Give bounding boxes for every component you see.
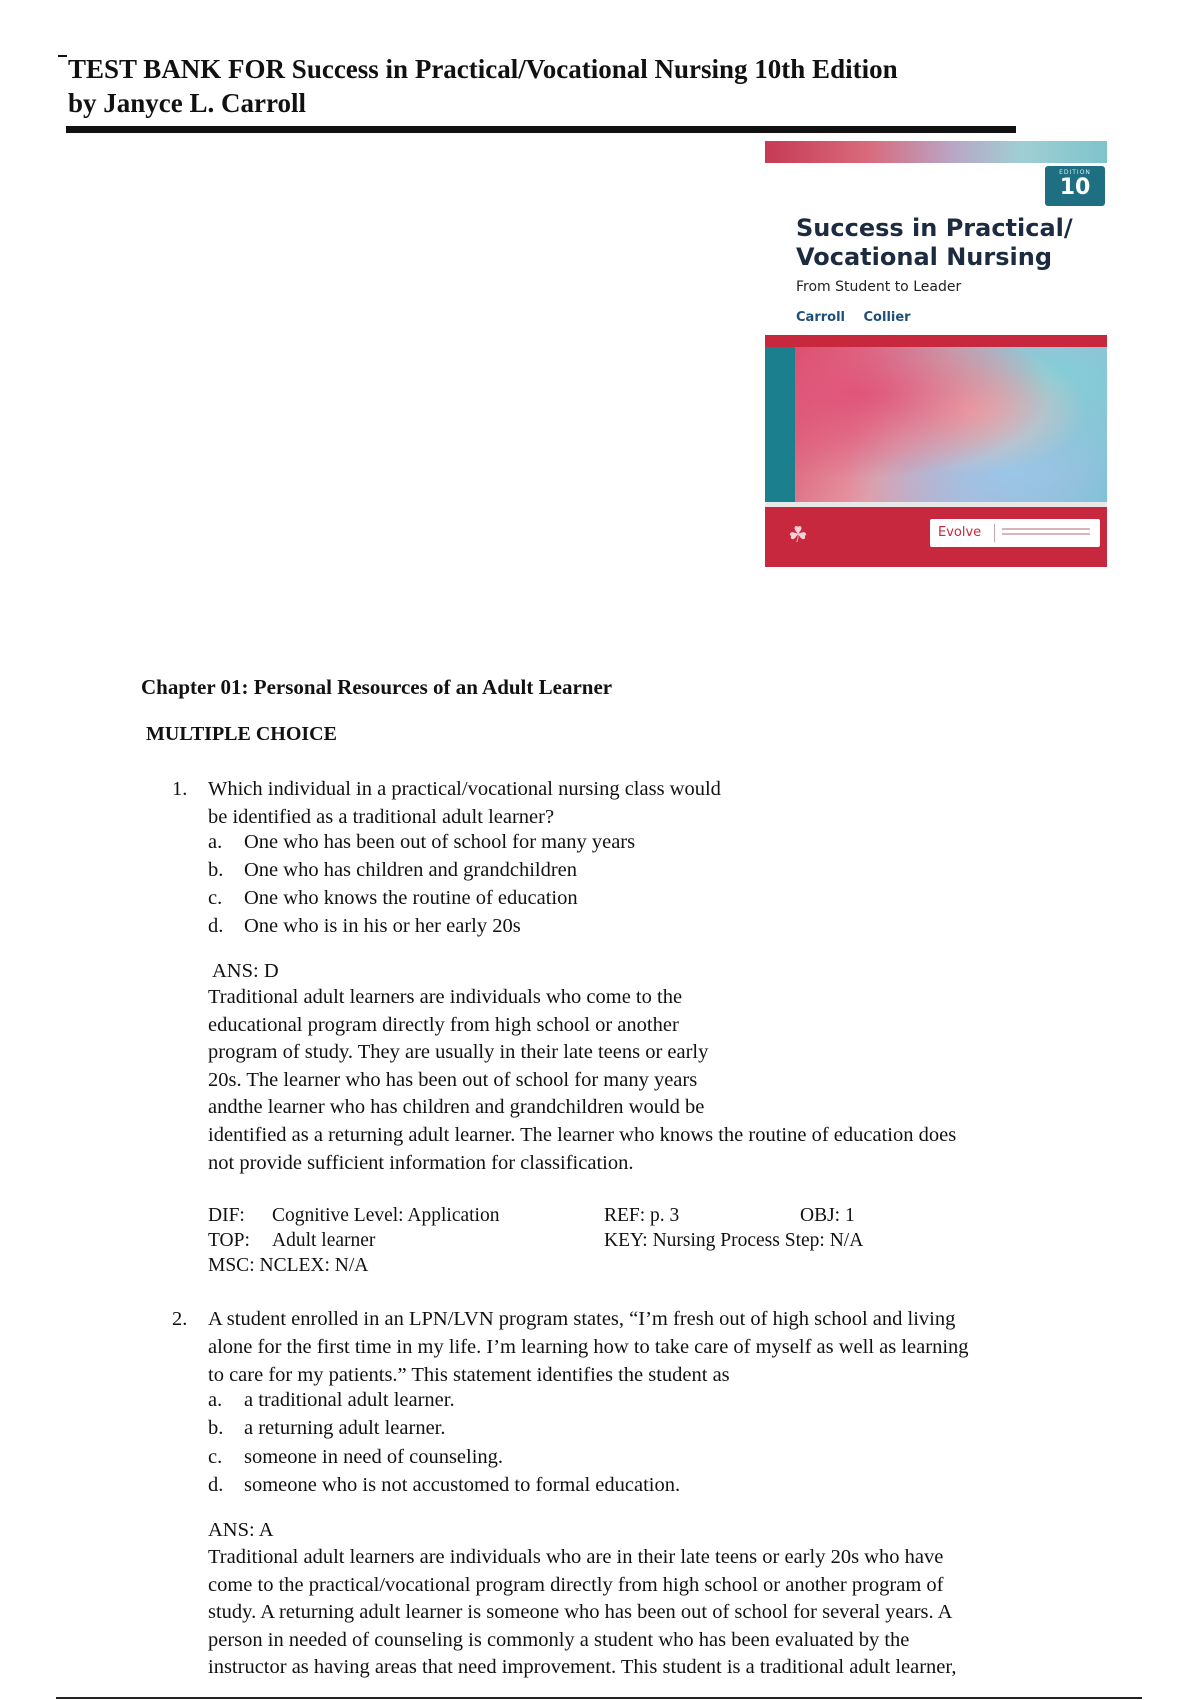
meta-msc: MSC: NCLEX: N/A (208, 1255, 369, 1276)
question-stem-line: be identified as a traditional adult learner? (208, 806, 555, 828)
rationale-line: educational program directly from high school or another (208, 1013, 679, 1036)
cover-subtitle: From Student to Leader (796, 279, 962, 295)
edition-label: EDITION (1059, 169, 1091, 176)
rationale-line: study. A returning adult learner is someone who has been out of school for several years. A (208, 1601, 953, 1624)
meta-dif-label: DIF: (208, 1205, 245, 1226)
option-text: a returning adult learner. (244, 1417, 446, 1439)
meta-difficulty (208, 1203, 499, 1228)
cover-red-strip (765, 335, 1107, 347)
document-title (68, 52, 1028, 120)
option-text: someone in need of counseling. (244, 1446, 504, 1468)
answer-option-c (208, 1443, 503, 1471)
question-number: 2. (172, 1308, 188, 1330)
question-stem-line: Which individual in a practical/vocational nursing class would (208, 778, 721, 800)
meta-objective: OBJ: 1 (800, 1205, 855, 1226)
option-letter: b. (208, 859, 224, 881)
book-cover-image (765, 141, 1107, 567)
rationale-line: come to the practical/vocational program directly from high school or another program of (208, 1573, 944, 1596)
rationale-line: not provide sufficient information for classification. (208, 1151, 634, 1174)
question-stem-line: to care for my patients.” This statement identifies the student as (208, 1364, 730, 1386)
rationale-line: 20s. The learner who has been out of school for many years (208, 1068, 698, 1091)
chapter-title: Chapter 01: Personal Resources of an Adult Learner (141, 675, 613, 699)
cover-title-line2: Vocational Nursing (796, 243, 1053, 271)
cover-marble-art (795, 347, 1107, 502)
answer-key: ANS: D (212, 960, 279, 982)
answer-option-d (208, 912, 521, 940)
question-stem (208, 1305, 969, 1389)
page-bottom-rule (56, 1697, 1142, 1699)
meta-top-label: TOP: (208, 1230, 250, 1251)
evolve-divider (994, 524, 995, 542)
rationale-line: person in needed of counseling is commonly a student who has been evaluated by the (208, 1628, 910, 1651)
answer-option-b (208, 856, 577, 884)
option-text: One who knows the routine of education (244, 887, 578, 909)
meta-topic (208, 1228, 375, 1253)
rationale-line: instructor as having areas that need improvement. This student is a traditional adult learner, (208, 1656, 957, 1679)
meta-key: KEY: Nursing Process Step: N/A (604, 1230, 864, 1251)
cover-bottom-line (765, 502, 1107, 507)
question-stem-line: alone for the first time in my life. I’m learning how to take care of myself as well as learning (208, 1336, 969, 1358)
rationale-line: andthe learner who has children and grandchildren would be (208, 1096, 705, 1119)
rationale-line: program of study. They are usually in their late teens or early (208, 1041, 709, 1064)
document-title-line2: by Janyce L. Carroll (68, 88, 306, 118)
answer-option-a (208, 828, 635, 856)
answer-option-c (208, 884, 578, 912)
edition-number: 10 (1059, 175, 1091, 200)
option-text: One who has been out of school for many years (244, 831, 636, 853)
rationale-line: Traditional adult learners are individuals who come to the (208, 986, 683, 1008)
cover-teal-panel (765, 347, 795, 502)
option-letter: d. (208, 915, 224, 937)
option-letter: b. (208, 1417, 224, 1439)
option-letter: a. (208, 831, 223, 853)
question-stem-line: A student enrolled in an LPN/LVN program states, “I’m fresh out of high school and living (208, 1308, 956, 1330)
section-heading: MULTIPLE CHOICE (146, 723, 337, 745)
answer-key: ANS: A (208, 1519, 274, 1541)
option-letter: d. (208, 1474, 224, 1496)
cover-author-carroll: Carroll (796, 310, 845, 325)
evolve-label: Evolve (938, 525, 982, 540)
rationale-line: identified as a returning adult learner. The learner who knows the routine of education does (208, 1123, 957, 1146)
evolve-logo-box (930, 519, 1100, 547)
option-letter: a. (208, 1389, 223, 1411)
option-letter: c. (208, 1446, 223, 1468)
corner-mark (58, 55, 67, 57)
option-text: someone who is not accustomed to formal education. (244, 1474, 681, 1496)
meta-reference: REF: p. 3 (604, 1205, 680, 1226)
evolve-fine-print (1002, 528, 1090, 530)
edition-badge (1045, 166, 1105, 206)
rationale (208, 1544, 957, 1682)
cover-top-band (765, 141, 1107, 163)
option-letter: c. (208, 887, 223, 909)
option-text: a traditional adult learner. (244, 1389, 455, 1411)
question-stem (208, 775, 721, 831)
answer-option-a (208, 1386, 455, 1414)
cover-title-line1: Success in Practical/ (796, 214, 1073, 242)
cover-title (796, 214, 1101, 272)
cover-bottom-band (765, 502, 1107, 567)
document-title-line1: TEST BANK FOR Success in Practical/Vocational Nursing 10th Edition (68, 54, 898, 84)
meta-dif-value: Cognitive Level: Application (272, 1205, 500, 1226)
answer-option-d (208, 1471, 680, 1499)
publisher-tree-icon: ☘ (788, 522, 808, 547)
rationale (208, 984, 956, 1177)
title-rule (66, 126, 1016, 133)
cover-author-collier: Collier (863, 310, 911, 325)
rationale-line: Traditional adult learners are individuals who are in their late teens or early 20s who have (208, 1546, 944, 1568)
meta-top-value: Adult learner (272, 1230, 376, 1251)
option-text: One who is in his or her early 20s (244, 915, 521, 937)
answer-option-b (208, 1414, 446, 1442)
option-text: One who has children and grandchildren (244, 859, 578, 881)
cover-authors (796, 310, 925, 325)
question-number: 1. (172, 778, 188, 800)
